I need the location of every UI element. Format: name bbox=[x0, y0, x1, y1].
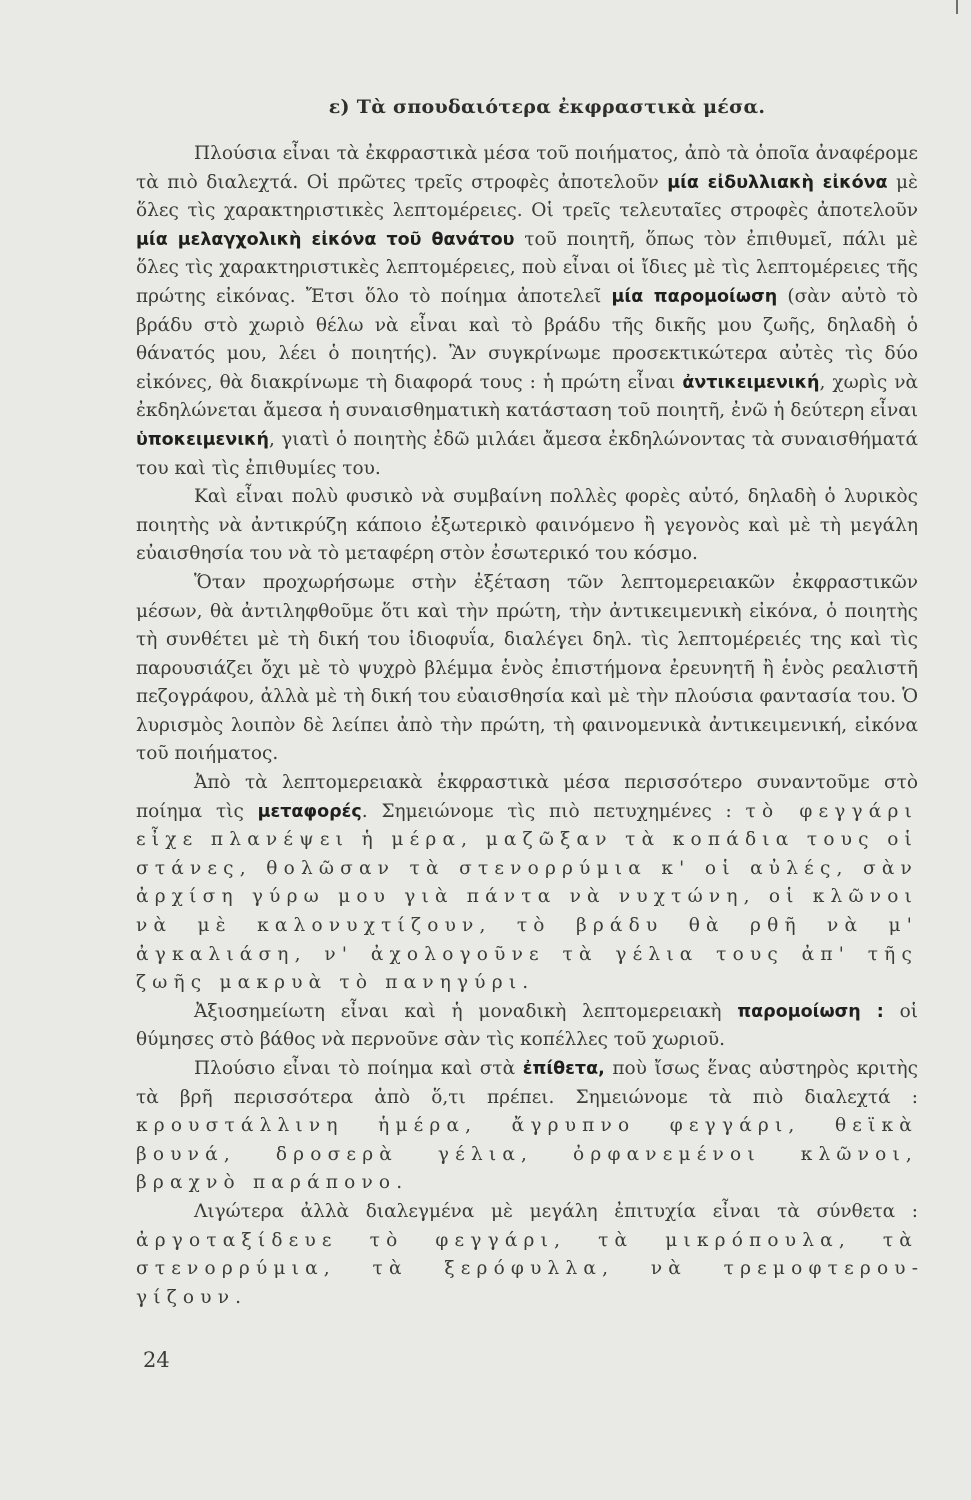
text-run: Λιγώτερα ἀλλὰ διαλεγμένα μὲ μεγάλη ἐπιτυχία εἶναι τὰ σύνθετα : bbox=[194, 1200, 918, 1222]
spaced-examples-compounds: ἀργοταξίδευε τὸ φεγγάρι, τὰ μικρόπουλα, τὰ στενορρύμια, τὰ ξερόφυλλα, νὰ τρεμοφτερουγίζουν. bbox=[136, 1229, 918, 1308]
paragraph-5 bbox=[136, 998, 918, 1055]
emphasis-idyllic-image: μία εἰδυλλιακὴ εἰκόνα bbox=[667, 172, 888, 193]
text-run: Ἀπὸ τὰ λεπτομερειακὰ ἐκφραστικὰ μέσα περισσότερο συναντοῦμε στὸ ποίημα τὶς bbox=[136, 772, 918, 822]
text-run: Πλούσιο εἶναι τὸ ποίημα καὶ στὰ bbox=[194, 1058, 523, 1079]
text-run: , χωρὶς νὰ ἐκδηλώνεται ἄμεσα ἡ συναισθηματικὴ κατάσταση τοῦ ποιητῆ, ἐνῶ ἡ δεύτερη εἶναι bbox=[136, 371, 918, 422]
paragraph-6 bbox=[136, 1055, 918, 1198]
emphasis-melancholic-image: μία μελαγχολικὴ εἰκόνα τοῦ θανάτου bbox=[136, 229, 515, 250]
emphasis-detail-simile: παρομοίωση : bbox=[737, 1001, 884, 1022]
paragraph-2: Καὶ εἶναι πολὺ φυσικὸ νὰ συμβαίνη πολλὲς φορὲς αὐτό, δηλαδὴ ὁ λυρικὸς ποιητὴς νὰ ἀντικρύζη κάποιο ἐξωτερικὸ φαινόμενο ἢ γεγονὸς καὶ μὲ τὴ μεγάλη εὐαισθησία του νὰ τὸ μεταφέρη στὸν ἐσωτερικό του κόσμο. bbox=[136, 486, 918, 565]
emphasis-objective: ἀντικειμενική bbox=[682, 372, 820, 393]
text-run: τοῦ ποιητῆ, ὅπως τὸν ἐπιθυμεῖ, πάλι μὲ ὅλες τὶς χαρακτηριστικὲς λεπτομέρειες, ποὺ εἶναι οἱ ἴδιες μὲ τὶς λεπτομέρειες τῆς πρώτης εἰκόνας. Ἔτσι ὅλο τὸ ποίημα ἀποτελεῖ bbox=[136, 228, 918, 307]
text-run: , γιατὶ ὁ ποιητὴς ἐδῶ μιλάει ἄμεσα ἐκδηλώνοντας τὰ συναισθήματά του καὶ τὶς ἐπιθυμίες του. bbox=[136, 428, 918, 479]
text-run: μὲ ὅλες τὶς χαρακτηριστικὲς λεπτομέρειες. Οἱ τρεῖς τελευταῖες στροφὲς ἀποτελοῦν bbox=[136, 171, 918, 222]
emphasis-metaphors: μεταφορές bbox=[257, 801, 362, 822]
paragraph-3: Ὅταν προχωρήσωμε στὴν ἐξέταση τῶν λεπτομερειακῶν ἐκφραστικῶν μέσων, θὰ ἀντιληφθοῦμε ὅτι καὶ τὴν πρώτη, τὴν ἀντικειμενικὴ εἰκόνα, ὁ ποιητὴς τὴ συνθέτει μὲ τὴ δική του ἰδιοφυΐα, διαλέγει δηλ. τὶς λεπτομέρειές της καὶ τὶς παρουσιάζει ὄχι μὲ τὸ ψυχρὸ βλέμμα ἑνὸς ἐπιστήμονα ἐρευνητῆ ἢ ἑνὸς ρεαλιστῆ πεζογράφου, ἀλλὰ μὲ τὴ δική του εὐαισθησία καὶ μὲ τὴν πλούσια φαντασία του. Ὁ λυρισμὸς λοιπὸν δὲ λείπει ἀπὸ τὴν πρώτη, τὴ φαινομενικὰ ἀντικειμενική, εἰκόνα τοῦ ποιήματος. bbox=[136, 571, 918, 765]
body-text bbox=[136, 140, 918, 1312]
spaced-examples-metaphors: τὸ φεγγάρι εἶχε πλανέψει ἡ μέρα, μαζῶξαν τὰ κοπάδια τους οἱ στάνες, θολῶσαν τὰ στενορρύμια κ' οἱ αὐλές, σὰν ἀρχίση γύρω μου γιὰ πάντα νὰ νυχτώνη, οἱ κλῶνοι νὰ μὲ καλονυχτίζουν, τὸ βράδυ θὰ ρθῆ νὰ μ' ἀγκαλιάση, ν' ἀχολογοῦνε τὰ γέλια τους ἀπ' τῆς ζωῆς μακρυὰ τὸ πανηγύρι. bbox=[136, 800, 918, 994]
paragraph-4 bbox=[136, 769, 918, 998]
text-run: (σὰν αὐτὸ τὸ βράδυ στὸ χωριὸ θέλω νὰ εἶναι καὶ τὸ βράδυ τῆς δικῆς μου ζωῆς, δηλαδὴ ὁ θάνατός μου, λέει ὁ ποιητής). Ἂν συγκρίνωμε προσεκτικώτερα αὐτὲς τὶς δύο εἰκόνες, θὰ διακρίνωμε τὴ διαφορά τους : ἡ πρώτη εἶναι bbox=[136, 285, 918, 393]
scan-edge-mark bbox=[956, 0, 958, 14]
spaced-examples-epithets: κρουστάλλινη ἡμέρα, ἄγρυπνο φεγγάρι, θεϊκὰ βουνά, δροσερὰ γέλια, ὀρφανεμένοι κλῶνοι, βραχνὸ παράπονο. bbox=[136, 1115, 918, 1194]
emphasis-epithets: ἐπίθετα, bbox=[522, 1059, 605, 1079]
book-page bbox=[136, 96, 918, 1312]
text-run: Ἀξιοσημείωτη εἶναι καὶ ἡ μοναδικὴ λεπτομερειακὴ bbox=[194, 1000, 738, 1022]
section-heading: ε) Τὰ σπουδαιότερα ἐκφραστικὰ μέσα. bbox=[328, 96, 766, 118]
paragraph-7 bbox=[136, 1198, 918, 1312]
paragraph-1 bbox=[136, 140, 918, 483]
text-run: ποὺ ἴσως ἕνας αὐστηρὸς κριτὴς τὰ βρῆ περισσότερα ἀπὸ ὅ,τι πρέπει. Σημειώνομε τὰ πιὸ διαλεχτά : bbox=[136, 1058, 918, 1108]
text-run: οἱ θύμησες στὸ βάθος νὰ περνοῦνε σὰν τὶς κοπέλλες τοῦ χωριοῦ. bbox=[136, 1000, 918, 1051]
emphasis-subjective: ὑποκειμενική bbox=[136, 429, 269, 450]
emphasis-simile: μία παρομοίωση bbox=[611, 286, 778, 307]
text-run: Πλούσια εἶναι τὰ ἐκφραστικὰ μέσα τοῦ ποιήματος, ἀπὸ τὰ ὁποῖα ἀναφέρομε τὰ πιὸ διαλεχτά. Οἱ πρῶτες τρεῖς στροφὲς ἀποτελοῦν bbox=[136, 143, 918, 193]
text-run: . Σημειώνομε τὶς πιὸ πετυχημένες : bbox=[361, 800, 746, 822]
page-number: 24 bbox=[143, 1348, 170, 1372]
